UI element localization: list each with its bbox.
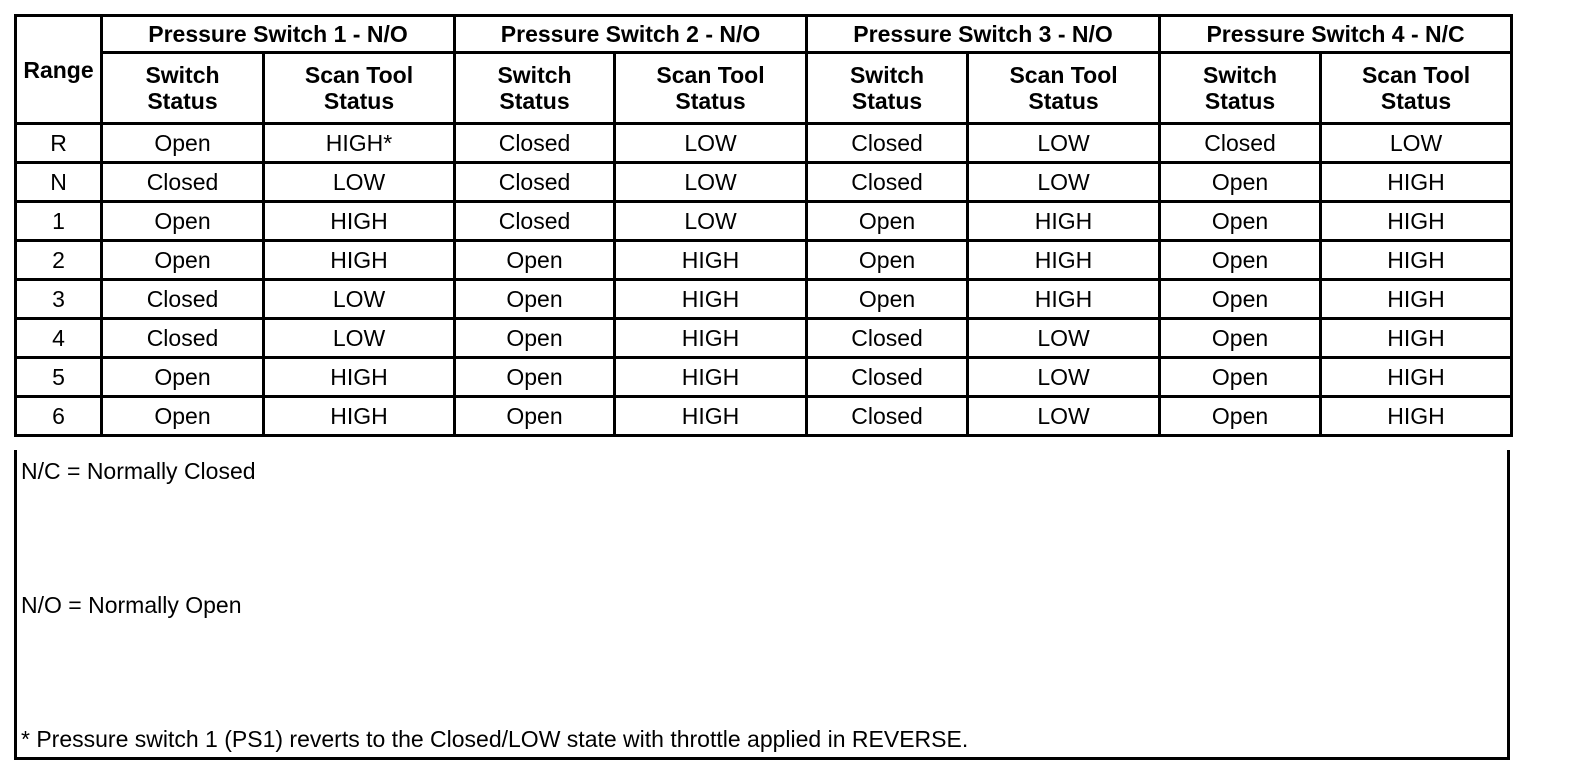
range-cell: R [16, 124, 102, 163]
switch-status-cell: Open [455, 358, 615, 397]
range-cell: 5 [16, 358, 102, 397]
switch-status-cell: Closed [807, 319, 968, 358]
note-normally-open: N/O = Normally Open [21, 592, 242, 618]
switch-status-cell: Closed [1160, 124, 1321, 163]
switch-status-cell: Closed [102, 280, 264, 319]
scan-tool-status-cell: HIGH [264, 358, 455, 397]
switch-status-header: Switch Status [1160, 53, 1321, 124]
scan-tool-status-cell: LOW [264, 163, 455, 202]
switch-status-cell: Open [102, 241, 264, 280]
scan-tool-status-cell: HIGH [615, 358, 807, 397]
scan-tool-status-cell: HIGH [615, 280, 807, 319]
scan-tool-status-cell: HIGH [968, 280, 1160, 319]
table-row [16, 358, 1512, 397]
switch-status-cell: Open [1160, 397, 1321, 436]
switch-status-cell: Open [455, 241, 615, 280]
header-sub-row [16, 53, 1512, 124]
switch-status-cell: Open [102, 358, 264, 397]
scan-tool-status-cell: HIGH [264, 397, 455, 436]
scan-tool-status-cell: HIGH* [264, 124, 455, 163]
switch-status-cell: Open [455, 319, 615, 358]
switch-status-cell: Open [807, 202, 968, 241]
scan-tool-status-cell: HIGH [1321, 241, 1512, 280]
table-row [16, 241, 1512, 280]
scan-tool-status-cell: HIGH [1321, 397, 1512, 436]
pressure-switch-table [14, 14, 1513, 437]
notes-panel [14, 450, 1510, 760]
scan-tool-status-cell: HIGH [615, 241, 807, 280]
scan-tool-status-header: Scan Tool Status [968, 53, 1160, 124]
scan-tool-status-cell: HIGH [1321, 163, 1512, 202]
scan-tool-status-cell: HIGH [264, 241, 455, 280]
switch-status-header: Switch Status [807, 53, 968, 124]
scan-tool-status-cell: HIGH [615, 319, 807, 358]
switch-status-cell: Open [1160, 280, 1321, 319]
switch-status-cell: Closed [455, 163, 615, 202]
scan-tool-status-cell: LOW [968, 124, 1160, 163]
switch-status-cell: Open [807, 280, 968, 319]
scan-tool-status-cell: LOW [264, 319, 455, 358]
switch-status-cell: Closed [807, 124, 968, 163]
group-header-ps1: Pressure Switch 1 - N/O [102, 16, 455, 53]
switch-status-header: Switch Status [455, 53, 615, 124]
scan-tool-status-cell: HIGH [1321, 358, 1512, 397]
note-normally-closed: N/C = Normally Closed [21, 458, 256, 484]
range-cell: 4 [16, 319, 102, 358]
switch-status-cell: Open [1160, 202, 1321, 241]
range-cell: 2 [16, 241, 102, 280]
scan-tool-status-cell: LOW [1321, 124, 1512, 163]
table-row [16, 202, 1512, 241]
range-cell: 6 [16, 397, 102, 436]
table-row [16, 319, 1512, 358]
scan-tool-status-cell: LOW [615, 202, 807, 241]
switch-status-cell: Open [807, 241, 968, 280]
scan-tool-status-cell: HIGH [264, 202, 455, 241]
switch-status-cell: Open [102, 397, 264, 436]
switch-status-cell: Open [455, 280, 615, 319]
table-row [16, 397, 1512, 436]
scan-tool-status-header: Scan Tool Status [615, 53, 807, 124]
range-header: Range [16, 16, 102, 124]
scan-tool-status-cell: LOW [615, 163, 807, 202]
scan-tool-status-header: Scan Tool Status [1321, 53, 1512, 124]
switch-status-header: Switch Status [102, 53, 264, 124]
table-row [16, 280, 1512, 319]
switch-status-cell: Open [1160, 163, 1321, 202]
scan-tool-status-cell: LOW [615, 124, 807, 163]
switch-status-cell: Open [102, 202, 264, 241]
switch-status-cell: Open [1160, 241, 1321, 280]
group-header-ps3: Pressure Switch 3 - N/O [807, 16, 1160, 53]
scan-tool-status-cell: HIGH [1321, 280, 1512, 319]
scan-tool-status-cell: LOW [968, 163, 1160, 202]
scan-tool-status-cell: HIGH [1321, 319, 1512, 358]
range-cell: 3 [16, 280, 102, 319]
switch-status-cell: Closed [807, 397, 968, 436]
table-row [16, 163, 1512, 202]
scan-tool-status-cell: HIGH [615, 397, 807, 436]
scan-tool-status-cell: HIGH [1321, 202, 1512, 241]
switch-status-cell: Closed [102, 319, 264, 358]
scan-tool-status-cell: LOW [968, 397, 1160, 436]
switch-status-cell: Open [102, 124, 264, 163]
range-cell: 1 [16, 202, 102, 241]
switch-status-cell: Open [455, 397, 615, 436]
switch-status-cell: Closed [455, 202, 615, 241]
footnote-ps1-reverse: * Pressure switch 1 (PS1) reverts to the Closed/LOW state with throttle applied in REVERSE. [21, 726, 969, 752]
switch-status-cell: Open [1160, 358, 1321, 397]
range-cell: N [16, 163, 102, 202]
scan-tool-status-cell: HIGH [968, 202, 1160, 241]
scan-tool-status-cell: LOW [264, 280, 455, 319]
switch-status-cell: Closed [102, 163, 264, 202]
group-header-ps2: Pressure Switch 2 - N/O [455, 16, 807, 53]
table-row [16, 124, 1512, 163]
header-group-row [16, 16, 1512, 53]
scan-tool-status-cell: LOW [968, 319, 1160, 358]
switch-status-cell: Closed [455, 124, 615, 163]
switch-status-cell: Closed [807, 358, 968, 397]
switch-status-cell: Closed [807, 163, 968, 202]
group-header-ps4: Pressure Switch 4 - N/C [1160, 16, 1512, 53]
switch-status-cell: Open [1160, 319, 1321, 358]
scan-tool-status-header: Scan Tool Status [264, 53, 455, 124]
scan-tool-status-cell: LOW [968, 358, 1160, 397]
scan-tool-status-cell: HIGH [968, 241, 1160, 280]
